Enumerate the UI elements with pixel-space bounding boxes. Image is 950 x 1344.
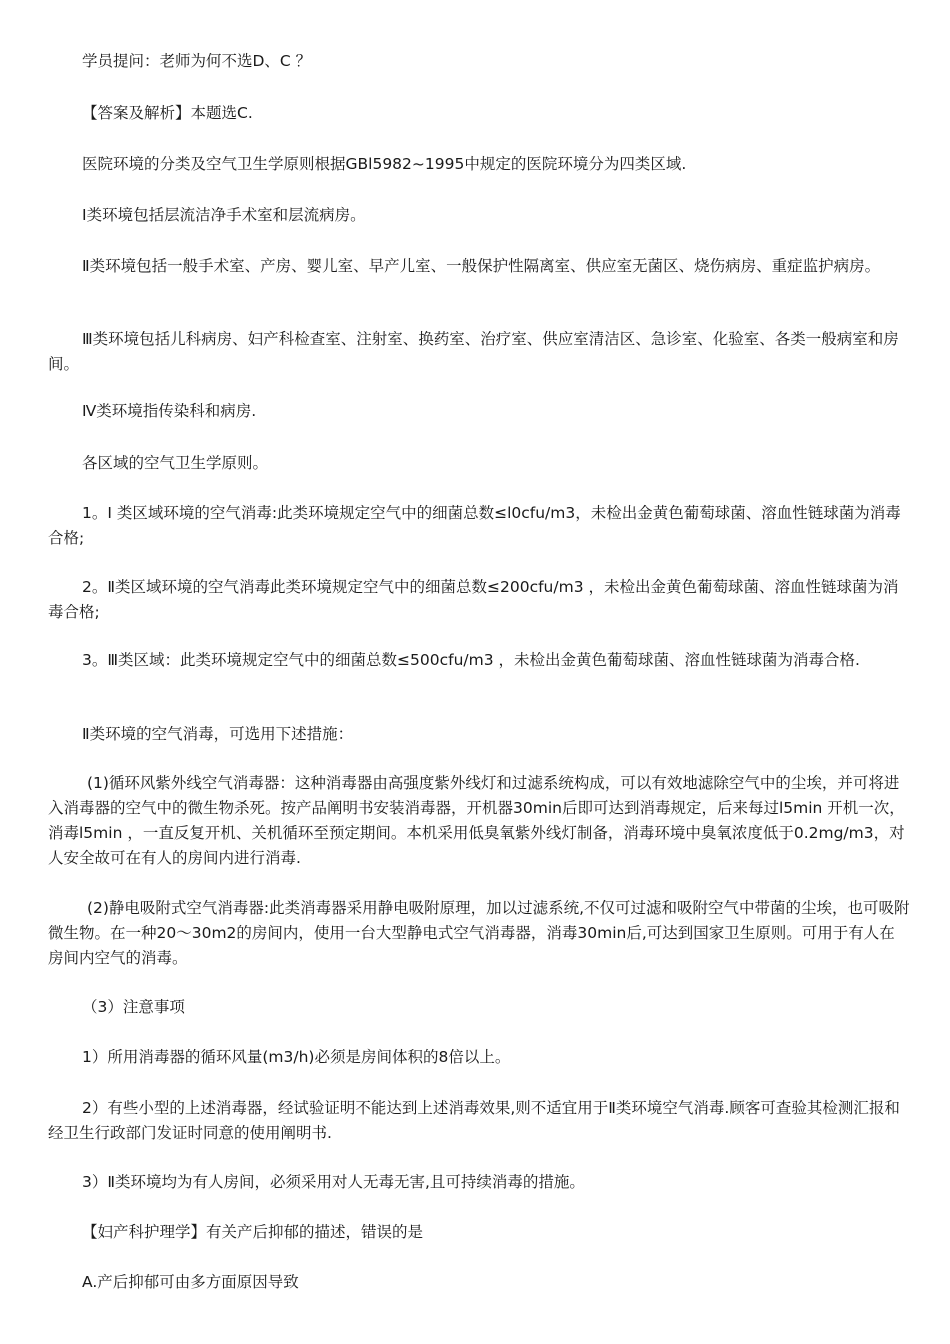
principle-3: 3。Ⅲ类区域：此类环境规定空气中的细菌总数≤500cfu/m3 ，未检出金黄色葡萄球菌、溶血性链球菌为消毒合格.: [82, 651, 860, 669]
note-1: 1）所用消毒器的循环风量(m3/h)必须是房间体积的8倍以上。: [82, 1048, 511, 1066]
note-2: 2）有些小型的上述消毒器，经试验证明不能达到上述消毒效果,则不适宜用于Ⅱ类环境空气消毒.顾客可查验其检测汇报和经卫生行政部门发证时同意的使用阐明书.: [48, 1099, 900, 1142]
option-a: A.产后抑郁可由多方面原因导致: [82, 1273, 299, 1291]
class-3-environment: Ⅲ类环境包括儿科病房、妇产科检查室、注射室、换药室、治疗室、供应室清洁区、急诊室、化验室、各类一般病室和房间。: [48, 330, 899, 373]
measure-2-electrostatic-disinfector: (2)静电吸附式空气消毒器:此类消毒器采用静电吸附原理，加以过滤系统,不仅可过滤和吸附空气中带菌的尘埃，也可吸附微生物。在一种20～30m2的房间内，使用一台大型静电式空气消毒器，消毒30min后,可达到国家卫生原则。可用于有人在房间内空气的消毒。: [48, 899, 910, 967]
answer-heading: 【答案及解析】本题选C.: [82, 104, 253, 122]
class-4-environment: Ⅳ类环境指传染科和病房.: [82, 402, 257, 420]
question-line: 学员提问：老师为何不选D、C ？: [82, 52, 312, 70]
note-3: 3）Ⅱ类环境均为有人房间，必须采用对人无毒无害,且可持续消毒的措施。: [82, 1173, 585, 1191]
obstetrics-question: 【妇产科护理学】有关产后抑郁的描述，错误的是: [82, 1223, 424, 1241]
class-2-measures-heading: Ⅱ类环境的空气消毒，可选用下述措施：: [82, 725, 354, 743]
class-1-environment: Ⅰ类环境包括层流洁净手术室和层流病房。: [82, 206, 366, 224]
class-2-environment: Ⅱ类环境包括一般手术室、产房、婴儿室、早产儿室、一般保护性隔离室、供应室无菌区、烧伤病房、重症监护病房。: [82, 257, 881, 275]
principle-1: 1。Ⅰ 类区域环境的空气消毒:此类环境规定空气中的细菌总数≤l0cfu/m3，未检出金黄色葡萄球菌、溶血性链球菌为消毒合格;: [48, 504, 901, 547]
principle-2: 2。Ⅱ类区域环境的空气消毒此类环境规定空气中的细菌总数≤200cfu/m3 ，未检出金黄色葡萄球菌、溶血性链球菌为消毒合格;: [48, 578, 899, 621]
classification-intro: 医院环境的分类及空气卫生学原则根据GBl5982~1995中规定的医院环境分为四类区域.: [82, 155, 687, 173]
notes-heading: （3）注意事项: [82, 998, 185, 1016]
hygiene-principles-heading: 各区域的空气卫生学原则。: [82, 454, 269, 472]
measure-1-uv-disinfector: (1)循环风紫外线空气消毒器：这种消毒器由高强度紫外线灯和过滤系统构成，可以有效地滤除空气中的尘埃，并可将进入消毒器的空气中的微生物杀死。按产品阐明书安装消毒器，开机器30min后即可达到消毒规定，后来每过l5min 开机一次，消毒l5min ，一直反复开机、关机循环至预定期间。本机采用低臭氧紫外线灯制备，消毒环境中臭氧浓度低于0.2mg/m3，对人安全故可在有人的房间内进行消毒.: [48, 774, 905, 867]
